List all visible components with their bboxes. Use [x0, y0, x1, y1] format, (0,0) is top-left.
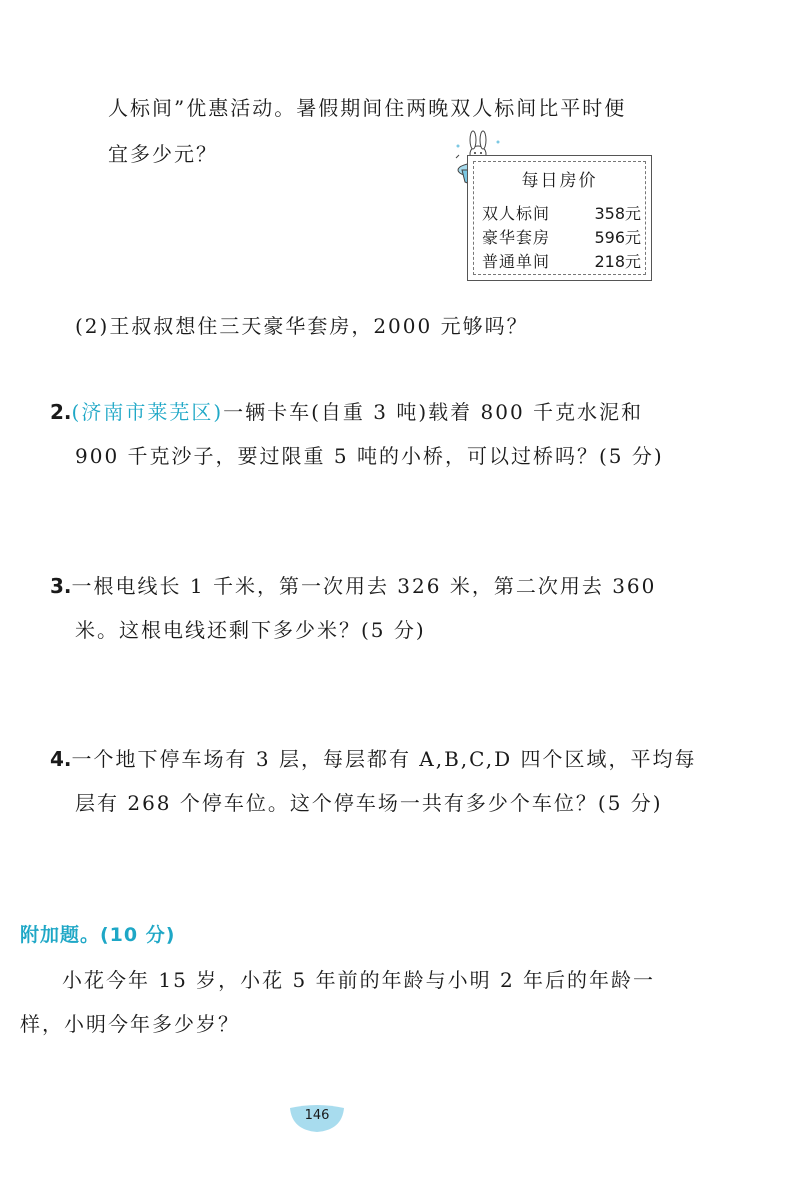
- q3-number: 3.: [50, 574, 72, 598]
- price-row-value: 596元: [594, 228, 641, 247]
- price-row-name: 豪华套房: [482, 228, 551, 247]
- bonus-text-line2: 样，小明今年多少岁？: [20, 1012, 240, 1036]
- q2-text-line2: 900 千克沙子，要过限重 5 吨的小桥，可以过桥吗？(5 分): [75, 444, 664, 468]
- q1-sub2-text: (2)王叔叔想住三天豪华套房，2000 元够吗？: [75, 314, 529, 338]
- q2-source: (济南市莱芜区): [71, 400, 224, 424]
- q3-text-line2: 米。这根电线还剩下多少米？(5 分): [75, 618, 426, 642]
- q4-text-line2: 层有 268 个停车位。这个停车场一共有多少个车位？(5 分): [75, 791, 663, 815]
- q3-line1: [50, 572, 656, 600]
- q2-line1: [50, 398, 643, 426]
- price-row: [482, 225, 641, 248]
- price-table-title: 每日房价: [521, 171, 598, 191]
- q1-text-line1: 人标间”优惠活动。暑假期间住两晚双人标间比平时便: [108, 96, 627, 120]
- bonus-text-line1: 小花今年 15 岁，小花 5 年前的年龄与小明 2 年后的年龄一: [62, 968, 656, 992]
- price-row-value: 218元: [594, 252, 641, 271]
- q4-line1: [50, 745, 697, 773]
- q1-text-line2: 宜多少元？: [108, 142, 218, 166]
- price-table: [467, 155, 652, 281]
- page-number: 146: [304, 1108, 330, 1123]
- price-row: [482, 201, 641, 224]
- price-row-name: 普通单间: [482, 252, 551, 271]
- price-row-value: 358元: [594, 204, 641, 223]
- price-row: [482, 249, 641, 272]
- bonus-title: 附加题。(10 分): [20, 924, 176, 946]
- q4-number: 4.: [50, 747, 72, 771]
- q3-text-line1: 一根电线长 1 千米，第一次用去 326 米，第二次用去 360: [71, 574, 657, 598]
- price-row-name: 双人标间: [482, 204, 551, 223]
- q2-text-line1: 一辆卡车(自重 3 吨)载着 800 千克水泥和: [223, 400, 644, 424]
- q2-number: 2.: [50, 400, 72, 424]
- q4-text-line1: 一个地下停车场有 3 层，每层都有 A,B,C,D 四个区域，平均每: [71, 747, 697, 771]
